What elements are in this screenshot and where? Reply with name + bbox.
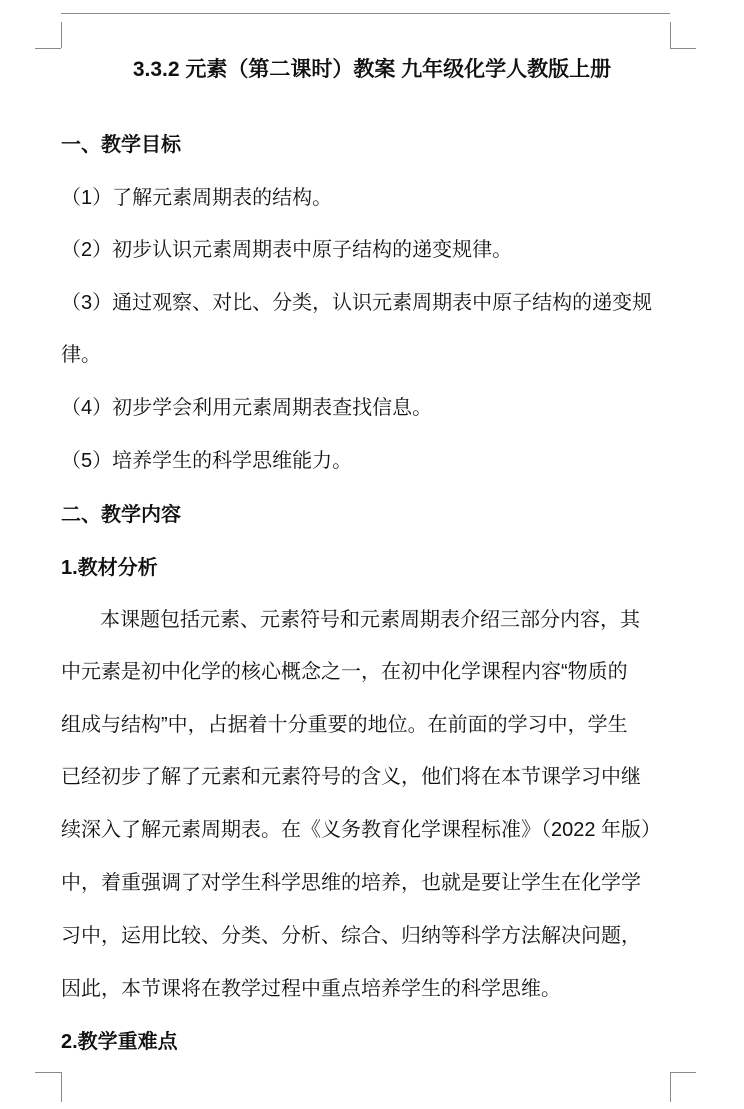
objective-item: （1）了解元素周期表的结构。: [61, 187, 333, 209]
corner-mark-top-left: [61, 22, 62, 48]
corner-mark-bottom-right-h: [670, 1072, 696, 1073]
corner-mark-top-left-h: [35, 48, 61, 49]
section-heading: 二、教学内容: [61, 504, 181, 526]
objective-item: （5）培养学生的科学思维能力。: [61, 450, 353, 472]
subsection-heading: 2.教学重难点: [61, 1031, 178, 1053]
corner-mark-top-right: [670, 22, 671, 48]
document-title: 3.3.2 元素（第二课时）教案 九年级化学人教版上册: [132, 58, 612, 81]
paragraph-line: 中元素是初中化学的核心概念之一，在初中化学课程内容“物质的: [61, 661, 628, 683]
subsection-heading: 1.教材分析: [61, 557, 158, 579]
corner-mark-bottom-left: [61, 1072, 62, 1102]
objective-item: （3）通过观察、对比、分类，认识元素周期表中原子结构的递变规: [61, 292, 653, 314]
paragraph-line: 因此，本节课将在教学过程中重点培养学生的科学思维。: [61, 978, 561, 1000]
section-heading: 一、教学目标: [61, 134, 181, 156]
objective-item-cont: 律。: [61, 344, 101, 366]
paragraph-line: 本课题包括元素、元素符号和元素周期表介绍三部分内容，其: [100, 609, 640, 631]
objective-item: （4）初步学会利用元素周期表查找信息。: [61, 397, 433, 419]
header-rule: [61, 13, 670, 14]
corner-mark-bottom-right: [670, 1072, 671, 1102]
paragraph-line: 中，着重强调了对学生科学思维的培养，也就是要让学生在化学学: [61, 872, 641, 894]
corner-mark-top-right-h: [670, 48, 696, 49]
paragraph-line: 续深入了解元素周期表。在《义务教育化学课程标准》（2022 年版）: [61, 819, 662, 841]
paragraph-line: 习中，运用比较、分类、分析、综合、归纳等科学方法解决问题，: [61, 925, 641, 947]
corner-mark-bottom-left-h: [35, 1072, 61, 1073]
objective-item: （2）初步认识元素周期表中原子结构的递变规律。: [61, 239, 513, 261]
paragraph-line: 已经初步了解了元素和元素符号的含义，他们将在本节课学习中继: [61, 766, 641, 788]
paragraph-line: 组成与结构”中，占据着十分重要的地位。在前面的学习中，学生: [61, 714, 628, 736]
